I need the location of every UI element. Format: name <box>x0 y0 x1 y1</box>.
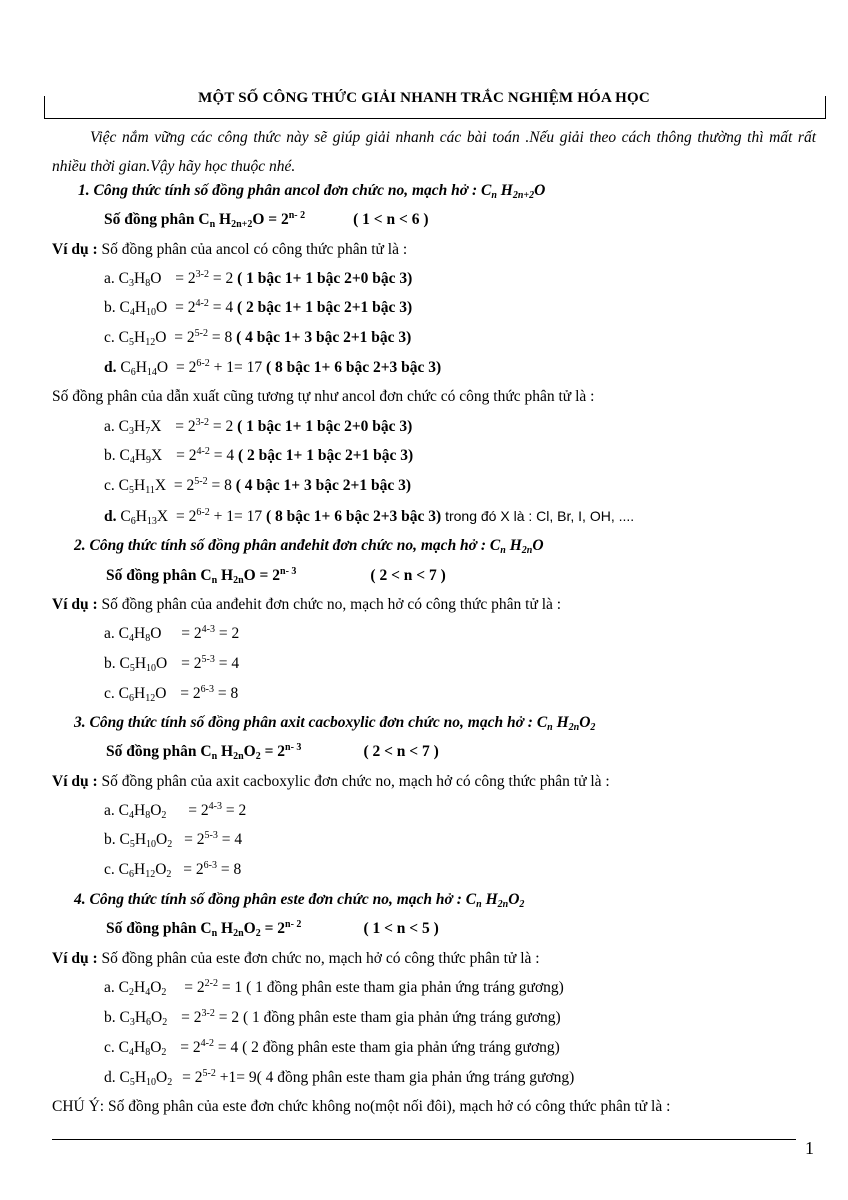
s2-item-a: a. $C_4H_8O = 2^{4-3} = 2$ <box>104 624 240 644</box>
section-3-formula: Số đồng phân $C_n$ $H_{2n}O_2 = 2^{n- 3}$ ( 2 < n < 7 ) <box>106 742 439 762</box>
section-2-formula: Số đồng phân $C_n$ $H_{2n}O = 2^{n- 3}$ ( 2 < n < 7 ) <box>106 566 446 586</box>
page-number: 1 <box>805 1138 814 1158</box>
s1-item-b: b. $C_4H_{10}O = 2^{4-2} = 4$ ( 2 bậc 1+ 1 bậc 2+1 bậc 3) <box>104 298 413 318</box>
s1-deriv-c: c. $C_5H_{11}X = 2^{5-2} = 8$ ( 4 bậc 1+ 3 bậc 2+1 bậc 3) <box>104 476 411 496</box>
section-1-heading: 1. Công thức tính số đồng phân ancol đơn chức no, mạch hở : $C_n$ $H_{2n+2}O$ <box>78 182 546 201</box>
derivative-text: Số đồng phân của dẫn xuất cũng tương tự như ancol đơn chức có công thức phân tử là : <box>52 388 595 405</box>
s3-item-a: a. $C_4H_8O_2 = 2^{4-3} = 2$ <box>104 801 247 821</box>
section-2-heading: 2. Công thức tính số đồng phân anđehit đơn chức no, mạch hở : $C_n$ $H_{2n}O$ <box>74 537 544 556</box>
s3-item-c: c. $C_6H_{12}O_2 = 2^{6-3} = 8$ <box>104 860 242 880</box>
s1-deriv-b: b. $C_4H_9X = 2^{4-2} = 4$ ( 2 bậc 1+ 1 bậc 2+1 bậc 3) <box>104 446 414 466</box>
intro-paragraph: Việc nắm vững các công thức này sẽ giúp giải nhanh các bài toán .Nếu giải theo cách thông thường thì mất rất nhiều thời gian.Vậy hãy học thuộc nhé. <box>52 129 816 175</box>
s1-item-d: d. $C_6H_{14}O = 2^{6-2} + 1= 17$ ( 8 bậc 1+ 6 bậc 2+3 bậc 3) <box>104 358 442 378</box>
s3-item-b: b. $C_5H_{10}O_2 = 2^{5-3} = 4$ <box>104 830 243 850</box>
s1-item-a: a. $C_3H_8O = 2^{3-2} = 2$ ( 1 bậc 1+ 1 bậc 2+0 bậc 3) <box>104 269 413 289</box>
note-paragraph: CHÚ Ý: Số đồng phân của este đơn chức không no(một nối đôi), mạch hở có công thức phân tử là : <box>52 1098 671 1115</box>
s4-item-d: d. $C_5H_{10}O_2 = 2^{5-2} +1= 9$( 4 đồng phân este tham gia phản ứng tráng gương) <box>104 1068 575 1088</box>
section-3-example: Ví dụ : Số đồng phân của axit cacboxylic đơn chức no, mạch hở có công thức phân tử là : <box>52 773 610 790</box>
section-1-example: Ví dụ : Số đồng phân của ancol có công thức phân tử là : <box>52 241 408 258</box>
s1-item-c: c. $C_5H_{12}O = 2^{5-2} = 8$ ( 4 bậc 1+ 3 bậc 2+1 bậc 3) <box>104 328 412 348</box>
footer-rule <box>52 1139 796 1140</box>
s1-deriv-d: d. $C_6H_{13}X = 2^{6-2} + 1= 17$ ( 8 bậc 1+ 6 bậc 2+3 bậc 3) trong đó X là : Cl, Br, I, OH, .... <box>104 507 635 527</box>
section-1-formula: Số đồng phân $C_n$ $H_{2n+2}O = 2^{n- 2}$ ( 1 < n < 6 ) <box>104 210 429 230</box>
s4-item-b: b. $C_3H_6O_2 = 2^{3-2} = 2$ ( 1 đồng phân este tham gia phản ứng tráng gương) <box>104 1008 561 1028</box>
section-4-example: Ví dụ : Số đồng phân của este đơn chức no, mạch hở có công thức phân tử là : <box>52 950 540 967</box>
section-3-heading: 3. Công thức tính số đồng phân axit cacboxylic đơn chức no, mạch hở : $C_n$ $H_{2n}O_2$ <box>74 714 596 733</box>
s4-item-a: a. $C_2H_4O_2 = 2^{2-2} = 1$ ( 1 đồng phân este tham gia phản ứng tráng gương) <box>104 978 564 998</box>
section-2-example: Ví dụ : Số đồng phân của anđehit đơn chức no, mạch hở có công thức phân tử là : <box>52 596 562 613</box>
page-title: MỘT SỐ CÔNG THỨC GIẢI NHANH TRẮC NGHIỆM HÓA HỌC <box>198 90 650 106</box>
section-4-heading: 4. Công thức tính số đồng phân este đơn chức no, mạch hở : $C_n$ $H_{2n}O_2$ <box>74 891 525 910</box>
section-4-formula: Số đồng phân $C_n$ $H_{2n}O_2 = 2^{n- 2}$ ( 1 < n < 5 ) <box>106 919 439 939</box>
s1-deriv-a: a. $C_3H_7X = 2^{3-2} = 2$ ( 1 bậc 1+ 1 bậc 2+0 bậc 3) <box>104 417 413 437</box>
s4-item-c: c. $C_4H_8O_2 = 2^{4-2} = 4$ ( 2 đồng phân este tham gia phản ứng tráng gương) <box>104 1038 560 1058</box>
s2-item-c: c. $C_6H_{12}O = 2^{6-3} = 8$ <box>104 684 239 704</box>
s2-item-b: b. $C_5H_{10}O = 2^{5-3} = 4$ <box>104 654 240 674</box>
